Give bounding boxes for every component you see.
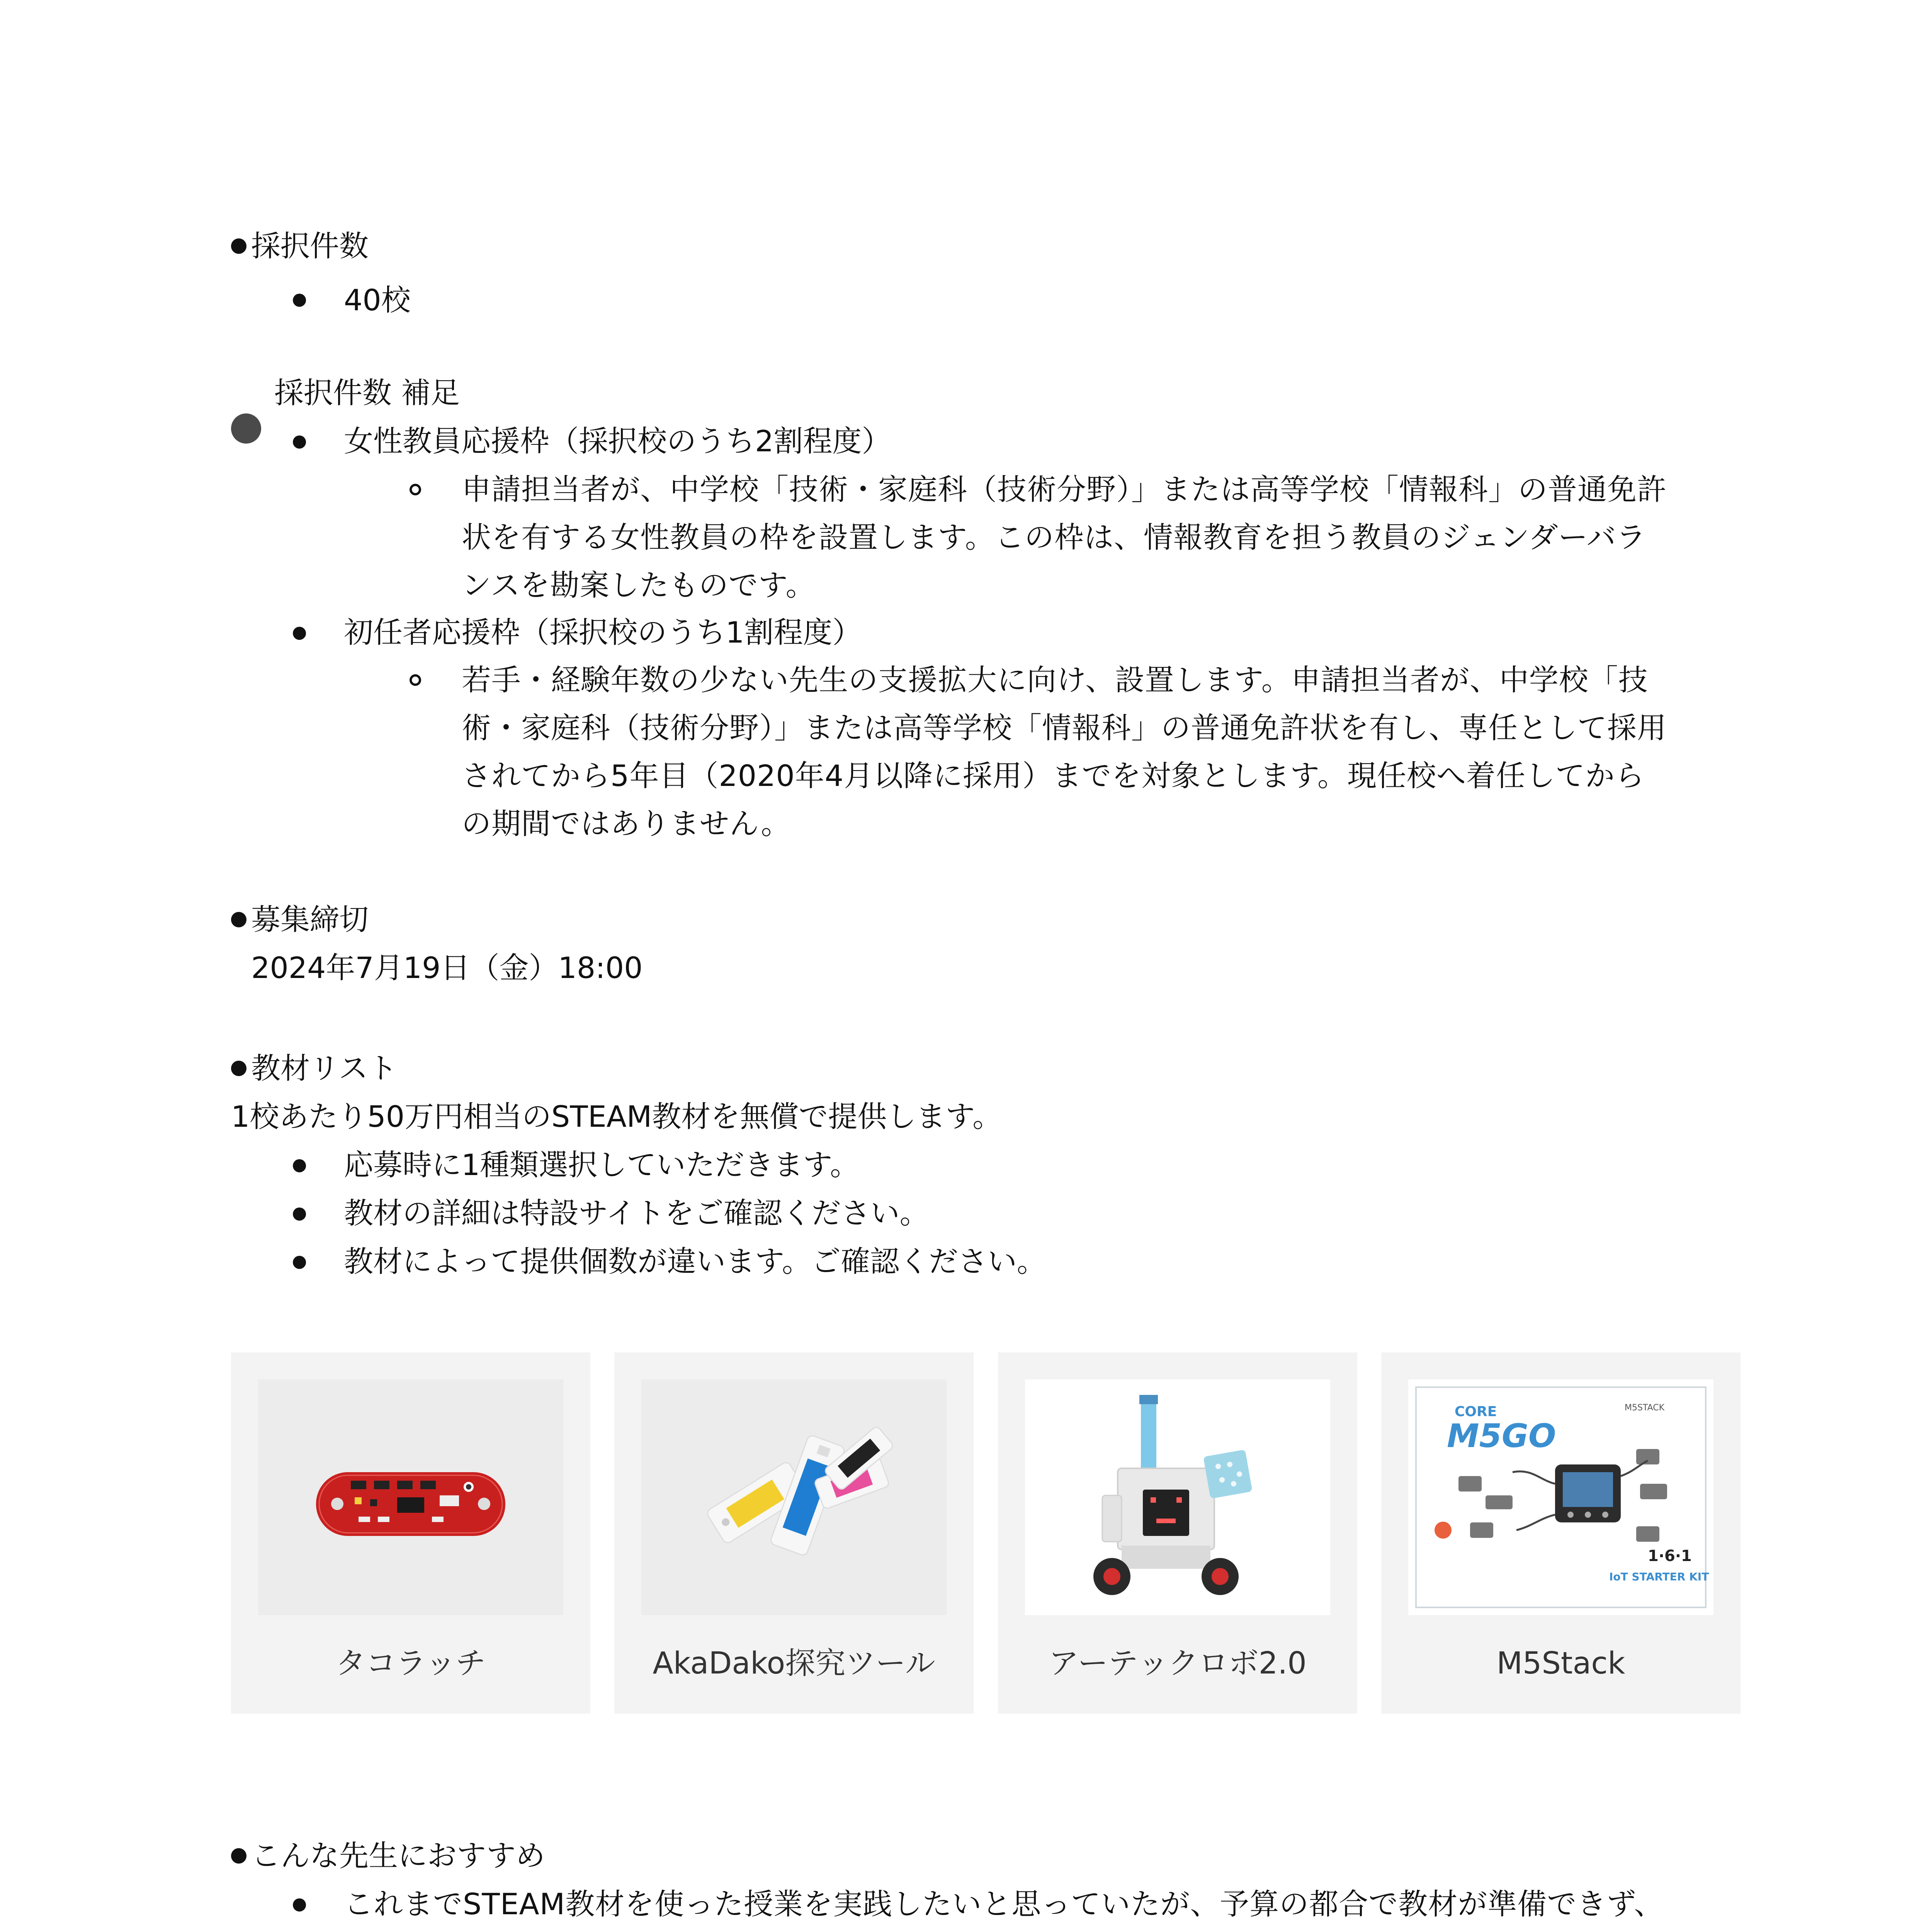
section-title-deadline: 募集締切 <box>251 902 369 937</box>
section-bullet <box>231 912 246 927</box>
svg-text:M5GO: M5GO <box>1447 1417 1556 1455</box>
deadline-value: 2024年7月19日（金）18:00 <box>251 951 643 985</box>
material-card-artec-robo[interactable] <box>998 1352 1357 1714</box>
robot-icon <box>1025 1379 1330 1615</box>
list-bullet <box>293 435 306 449</box>
svg-text:CORE: CORE <box>1455 1404 1497 1420</box>
list-bullet <box>293 1898 306 1912</box>
material-card-m5stack[interactable] <box>1381 1352 1741 1714</box>
section-bullet <box>231 1848 246 1864</box>
list-bullet <box>293 627 306 640</box>
material-image <box>1025 1379 1330 1615</box>
material-image <box>641 1379 947 1615</box>
material-card-tacolatch[interactable] <box>231 1352 590 1714</box>
section-title-materials: 教材リスト <box>251 1051 398 1085</box>
list-item: 初任者応援枠（採択校のうち1割程度） <box>344 615 862 650</box>
sub-list-bullet <box>410 484 421 495</box>
svg-text:IoT STARTER KIT: IoT STARTER KIT <box>1609 1570 1709 1583</box>
list-bullet <box>293 1159 306 1172</box>
material-image <box>258 1379 563 1615</box>
sensor-blocks-icon <box>641 1379 947 1615</box>
material-label: M5Stack <box>1496 1646 1625 1681</box>
section-bullet <box>231 238 246 254</box>
list-item: これまでSTEAM教材を使った授業を実践したいと思っていたが、予算の都合で教材が準備できず、 <box>344 1887 1664 1921</box>
material-label: アーテックロボ2.0 <box>1049 1646 1307 1681</box>
list-item: 応募時に1種類選択していただきます。 <box>344 1148 860 1182</box>
circuit-board-icon <box>258 1379 563 1615</box>
list-item: 女性教員応援枠（採択校のうち2割程度） <box>344 424 891 458</box>
material-label: AkaDako探究ツール <box>653 1646 935 1681</box>
material-card-akadako[interactable] <box>614 1352 974 1714</box>
list-bullet <box>293 1256 306 1269</box>
svg-text:M5STACK: M5STACK <box>1625 1403 1665 1413</box>
material-label: タコラッチ <box>335 1646 486 1681</box>
section-bullet-large <box>231 413 261 444</box>
list-item: 教材の詳細は特設サイトをご確認ください。 <box>344 1196 929 1230</box>
sub-list-item: 若手・経験年数の少ない先生の支援拡大に向け、設置します。申請担当者が、中学校「技術・家庭科（技術分野）」または高等学校「情報科」の普通免許状を有し、専任として採用されてから5年目（2020年4月以降に採用）までを対象とします。現任校へ着任してからの期間ではありません。 <box>462 663 1667 841</box>
list-item: 40校 <box>344 283 411 317</box>
starter-kit-box-icon <box>1408 1379 1713 1615</box>
list-bullet <box>293 1208 306 1221</box>
section-title-adoption-note: 採択件数 補足 <box>274 376 460 410</box>
section-title-adoption: 採択件数 <box>251 229 369 263</box>
materials-intro: 1校あたり50万円相当のSTEAM教材を無償で提供します。 <box>231 1099 1002 1134</box>
svg-text:1·6·1: 1·6·1 <box>1648 1547 1692 1565</box>
section-title-recommend: こんな先生におすすめ <box>251 1838 545 1873</box>
list-item: 教材によって提供個数が違います。ご確認ください。 <box>344 1244 1046 1279</box>
material-image <box>1408 1379 1713 1615</box>
sub-list-item: 申請担当者が、中学校「技術・家庭科（技術分野）」または高等学校「情報科」の普通免許状を有する女性教員の枠を設置します。この枠は、情報教育を担う教員のジェンダーバランスを勘案したものです。 <box>462 472 1667 602</box>
sub-list-bullet <box>410 674 421 686</box>
list-bullet <box>293 294 306 307</box>
section-bullet <box>231 1061 246 1076</box>
